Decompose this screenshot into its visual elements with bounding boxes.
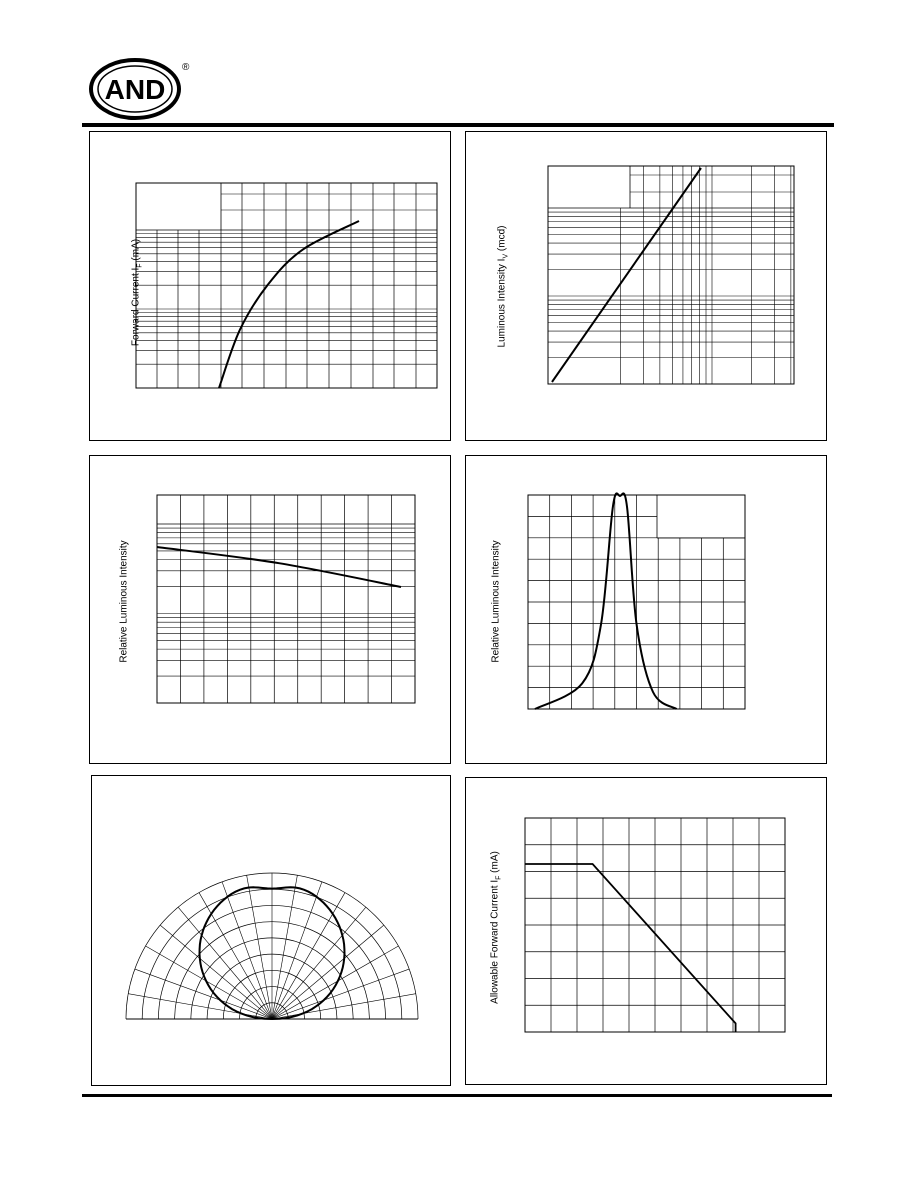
derating-series-line — [525, 864, 736, 1032]
chart-panel-spectral-response — [465, 455, 827, 764]
chart-panel-derating — [465, 777, 827, 1085]
luminous-intensity-chart — [466, 132, 826, 440]
relative-intensity-temp-plot-frame — [157, 495, 415, 703]
luminous-intensity-series-line — [552, 168, 701, 382]
derating-ylabel: Allowable Forward Current $I_F$ (mA) — [489, 851, 503, 1004]
registered-mark: ® — [182, 62, 190, 73]
spectral-response-series-line — [535, 493, 677, 709]
relative-intensity-temp-series-line — [157, 547, 401, 587]
luminous-intensity-plot-frame — [548, 166, 794, 384]
chart-panel-forward-current — [89, 131, 451, 441]
forward-current-series-line — [219, 221, 359, 388]
luminous-intensity-ylabel: Luminous Intensity $I_V$ (mcd) — [496, 225, 510, 348]
forward-current-chart — [90, 132, 450, 440]
footer-rule — [82, 1094, 832, 1097]
logo-text: AND — [104, 74, 166, 105]
radiation-pattern-chart — [92, 776, 450, 1085]
chart-panel-radiation-pattern — [91, 775, 451, 1086]
spectral-response-ylabel: Relative Luminous Intensity — [490, 540, 502, 663]
forward-current-ylabel: Forward Current $I_F$ (mA) — [130, 238, 144, 347]
brand-logo — [88, 56, 188, 127]
header-rule — [82, 123, 834, 127]
chart-panel-luminous-intensity — [465, 131, 827, 441]
relative-intensity-temp-chart — [90, 456, 450, 763]
derating-chart — [466, 778, 826, 1084]
spectral-response-chart — [466, 456, 826, 763]
relative-intensity-temp-ylabel: Relative Luminous Intensity — [118, 540, 130, 663]
chart-panel-relative-intensity-temp — [89, 455, 451, 764]
